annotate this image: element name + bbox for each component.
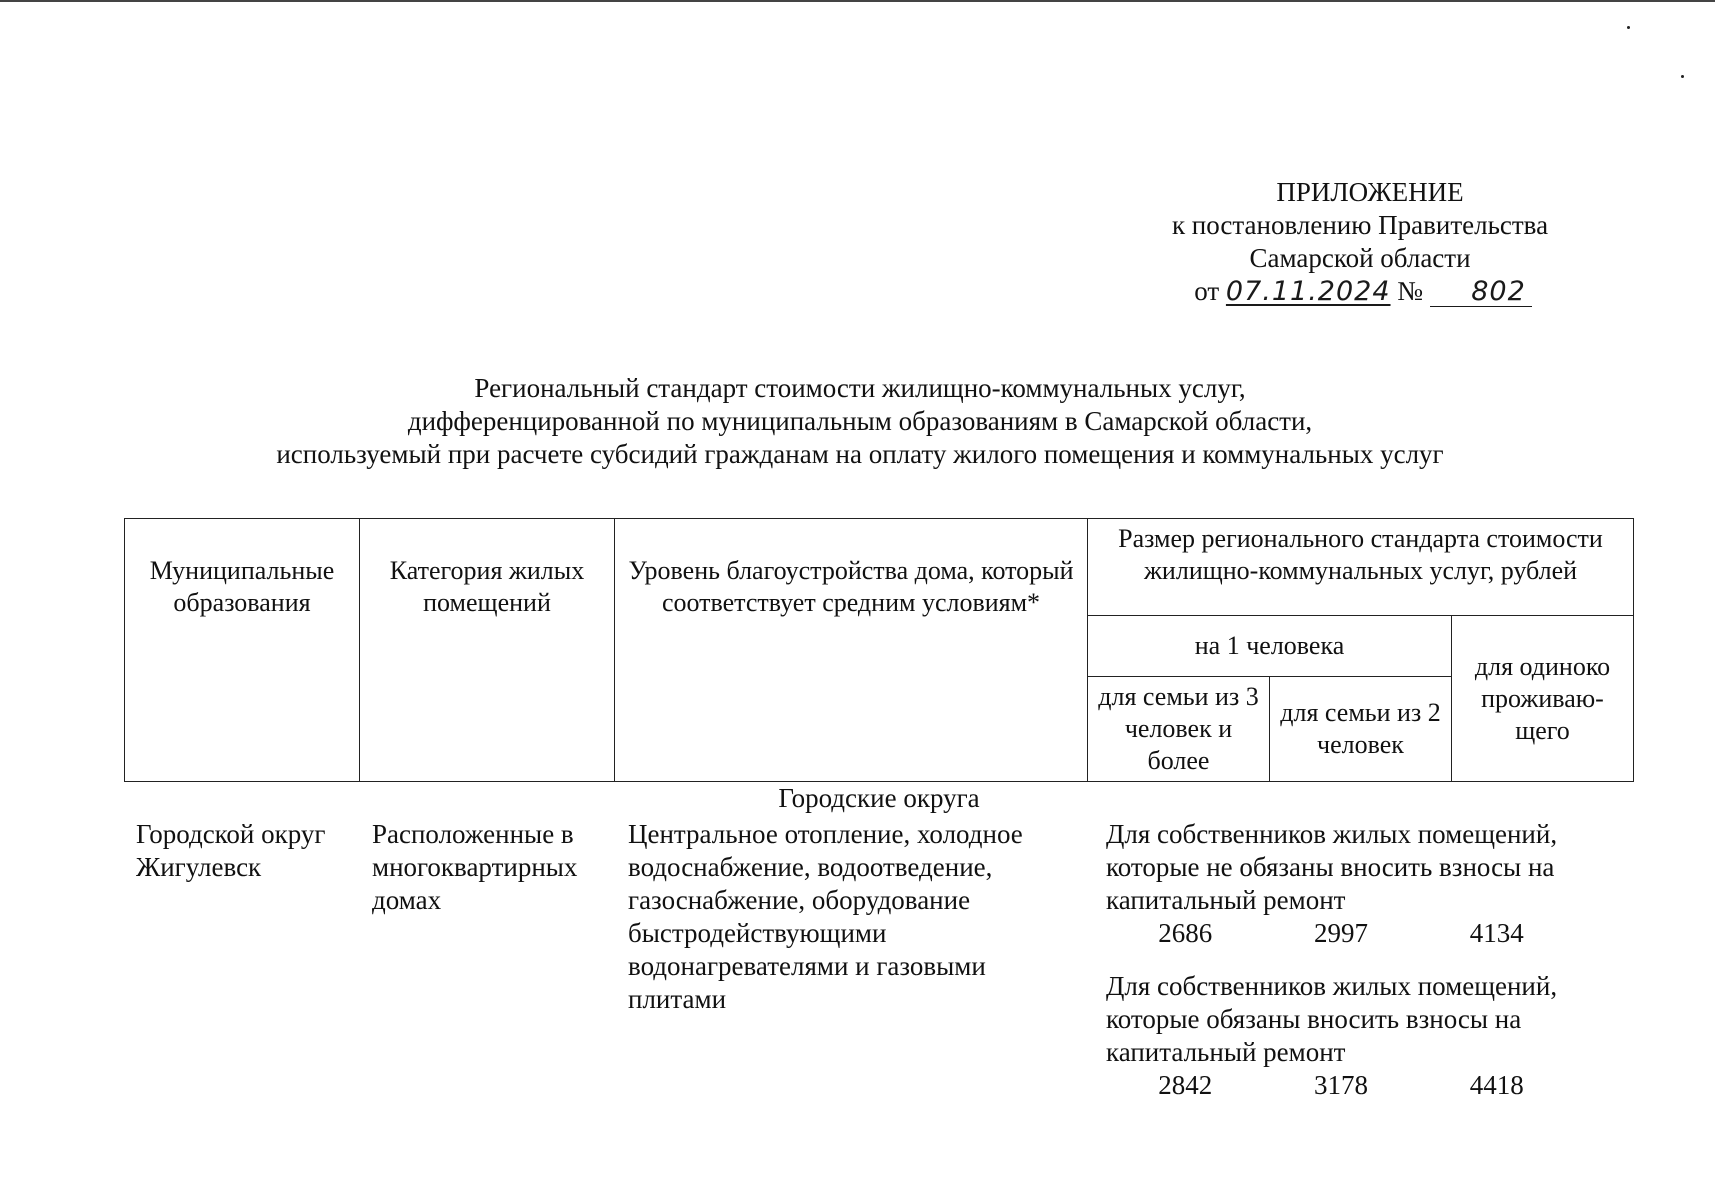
scan-speck	[1681, 75, 1684, 78]
document-title	[110, 372, 1610, 471]
value-family-2: 2997	[1314, 918, 1368, 948]
values-row-no-capital-repair	[1106, 917, 1576, 950]
group-label-capital-repair: Для собственников жилых помещений, которые обязаны вносить взносы на капитальный ремонт	[1106, 971, 1558, 1067]
header-family-3: для семьи из 3 человек и более	[1088, 677, 1270, 782]
header-municipalities: Муниципальные образования	[125, 519, 360, 782]
appendix-reference	[1120, 275, 1600, 308]
document-title-line-2: дифференцированной по муниципальным образованиям в Самарской области,	[407, 406, 1313, 436]
number-sign: №	[1397, 276, 1424, 306]
handwritten-number: 802	[1471, 276, 1526, 307]
appendix-line-1: к постановлению Правительства	[1171, 210, 1549, 240]
row-municipality: Городской округ Жигулевск	[136, 819, 326, 882]
header-level: Уровень благоустройства дома, который соответствует средним условиям*	[615, 519, 1088, 782]
document-title-line-1: Региональный стандарт стоимости жилищно-коммунальных услуг,	[474, 373, 1246, 403]
value-single: 4418	[1469, 1070, 1524, 1100]
scan-speck	[1627, 26, 1630, 29]
handwritten-date: 07.11.2024	[1225, 276, 1391, 307]
date-prefix: от	[1194, 276, 1220, 306]
group-label-no-capital-repair: Для собственников жилых помещений, которые не обязаны вносить взносы на капитальный ремонт	[1106, 819, 1558, 915]
row-level: Центральное отопление, холодное водоснабжение, водоотведение, газоснабжение, оборудование быстродействующими водонагревателями и газовыми плитами	[628, 819, 1023, 1014]
value-family-3: 2842	[1158, 1070, 1213, 1100]
header-category: Категория жилых помещений	[360, 519, 615, 782]
standard-table-header	[124, 518, 1634, 782]
scan-top-edge	[0, 0, 1715, 2]
appendix-block	[1120, 176, 1600, 308]
value-family-2: 3178	[1314, 1070, 1368, 1100]
value-single: 4134	[1469, 918, 1524, 948]
row-category: Расположенные в многоквартирных домах	[372, 819, 578, 915]
document-title-line-3: используемый при расчете субсидий гражданам на оплату жилого помещения и коммунальных услуг	[276, 439, 1444, 469]
row-values	[1106, 818, 1626, 1122]
value-family-3: 2686	[1158, 918, 1213, 948]
header-standard-size: Размер регионального стандарта стоимости жилищно-коммунальных услуг, рублей	[1088, 519, 1634, 616]
number-field	[1430, 277, 1532, 307]
section-caption: Городские округа	[778, 783, 980, 813]
header-single-resident: для одиноко проживаю-щего	[1452, 616, 1634, 782]
appendix-line-2: Самарской области	[1249, 243, 1471, 273]
values-row-capital-repair	[1106, 1069, 1576, 1102]
header-per-person: на 1 человека	[1088, 616, 1452, 677]
header-family-2: для семьи из 2 человек	[1270, 677, 1452, 782]
appendix-title: ПРИЛОЖЕНИЕ	[1276, 177, 1464, 207]
